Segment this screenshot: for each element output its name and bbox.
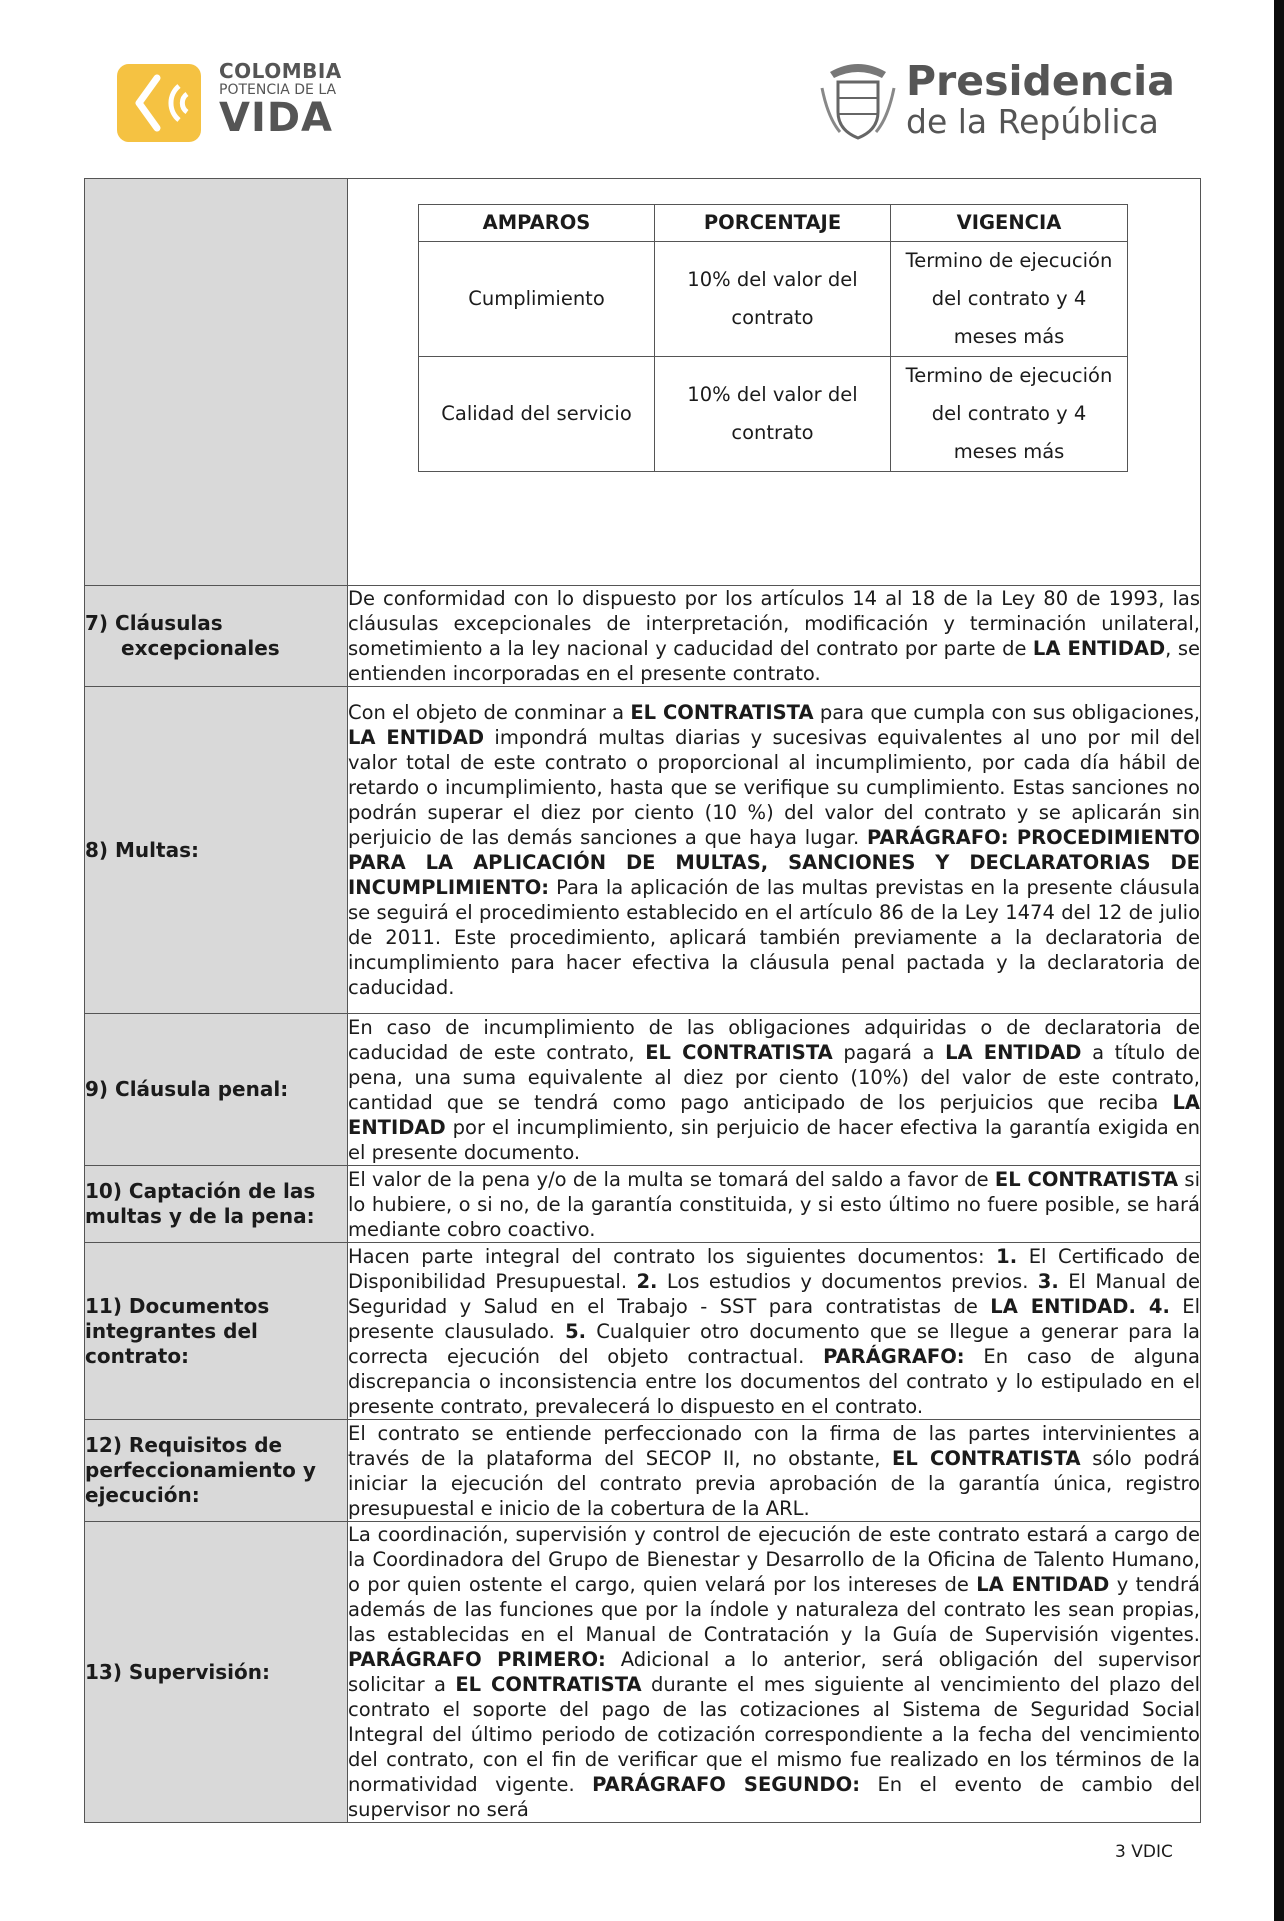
clause-12-text: El contrato se entiende perfeccionado con la firma de las partes intervinientes a través de la plataforma del SECOP II, no obstante, EL CONTRATISTA sólo podrá iniciar la ejecución del contrato previa aprobación de la garantía única, registro presupuestal e inicio de la cobertura de la ARL.: [348, 1421, 1200, 1520]
presidencia-logo: [818, 57, 1175, 148]
vigencia-header: VIGENCIA: [891, 205, 1128, 242]
amparos-header-row: [419, 205, 1128, 242]
clause-9-label: 9) Cláusula penal:: [85, 1014, 348, 1166]
vigencia-cell: Termino de ejecución del contrato y 4 meses más: [891, 242, 1128, 357]
amparos-row: [85, 179, 1201, 586]
logo-line3: VIDA: [219, 95, 333, 141]
clause-12-label: 12) Requisitos de perfeccionamiento y ejecución:: [85, 1420, 348, 1522]
porcentaje-header: PORCENTAJE: [655, 205, 891, 242]
colombia-logo-text: [219, 59, 342, 141]
clause-11-text: Hacen parte integral del contrato los siguientes documentos: 1. El Certificado de Disponibilidad Presupuestal. 2. Los estudios y documentos previos. 3. El Manual de Seguridad y Salud en el Trabajo - SST para contratistas de LA ENTIDAD. 4. El presente clausulado. 5. Cualquier otro documento que se llegue a generar para la correcta ejecución del objeto contractual. PARÁGRAFO: En caso de alguna discrepancia o inconsistencia entre los documentos del contrato y lo estipulado en el presente contrato, prevalecerá lo dispuesto en el contrato.: [348, 1244, 1201, 1418]
presidencia-logo-text: [906, 58, 1175, 140]
logo-line2: POTENCIA DE LA: [219, 82, 337, 98]
clause-row-8: [85, 687, 1201, 1014]
amparos-row-calidad: [419, 357, 1128, 472]
clause-11-label: 11) Documentos integrantes del contrato:: [85, 1243, 348, 1420]
clause-8-label: 8) Multas:: [85, 687, 348, 1014]
clause-row-11: [85, 1243, 1201, 1420]
clause-13-label: 13) Supervisión:: [85, 1522, 348, 1823]
clause-row-13: [85, 1522, 1201, 1823]
amparos-row-cumplimiento: [419, 242, 1128, 357]
clause-8-text: Con el objeto de conminar a EL CONTRATISTA para que cumpla con sus obligaciones, LA ENTIDAD impondrá multas diarias y sucesivas equivalentes al uno por mil del valor total de este contrato o proporcional al incumplimiento, por cada día hábil de retardo o incumplimiento, hasta que se verifique su cumplimiento. Estas sanciones no podrán superar el diez por ciento (10 %) del valor del contrato y se aplicarán sin perjuicio de las demás sanciones a que haya lugar. PARÁGRAFO: PROCEDIMIENTO PARA LA APLICACIÓN DE MULTAS, SANCIONES Y DECLARATORIAS DE INCUMPLIMIENTO: Para la aplicación de las multas previstas en la presente cláusula se seguirá el procedimiento establecido en el artículo 86 de la Ley 1474 del 12 de julio de 2011. Este procedimiento, aplicará también previamente a la declaratoria de incumplimiento para hacer efectiva la cláusula penal pactada y la declaratoria de caducidad.: [348, 687, 1201, 1014]
porcentaje-cell: 10% del valor del contrato: [655, 357, 891, 472]
porcentaje-cell: 10% del valor del contrato: [655, 242, 891, 357]
clause-row-12: [85, 1420, 1201, 1522]
presidencia-line2: de la República: [906, 102, 1159, 141]
logo-line1: COLOMBIA: [219, 59, 342, 83]
amparos-label-cell: [85, 179, 348, 586]
amparos-table: [418, 204, 1128, 472]
clause-7-text: De conformidad con lo dispuesto por los artículos 14 al 18 de la Ley 80 de 1993, las cláusulas excepcionales de interpretación, modificación y terminación unilateral, sometimiento a la ley nacional y caducidad del contrato por parte de LA ENTIDAD, se entienden incorporadas en el presente contrato.: [348, 587, 1200, 685]
amparo-cell: Cumplimiento: [419, 242, 655, 357]
contract-clauses-table: [84, 178, 1201, 1823]
amparos-content-cell: [348, 179, 1201, 586]
presidencia-line1: Presidencia: [906, 57, 1175, 105]
clause-7-label-line1: 7) Cláusulas: [85, 611, 223, 635]
clause-10-label: 10) Captación de las multas y de la pena:: [85, 1166, 348, 1243]
colombia-potencia-icon: [117, 64, 201, 142]
amparos-header: AMPAROS: [419, 205, 655, 242]
clause-7-label-line2: excepcionales: [121, 636, 280, 660]
amparo-cell: Calidad del servicio: [419, 357, 655, 472]
clause-13-text: La coordinación, supervisión y control de ejecución de este contrato estará a cargo de la Coordinadora del Grupo de Bienestar y Desarrollo de la Oficina de Talento Humano, o por quien ostente el cargo, quien velará por los intereses de LA ENTIDAD y tendrá además de las funciones que por la índole y naturaleza del contrato les sean propias, las establecidas en el Manual de Contratación y la Guía de Supervisión vigentes. PARÁGRAFO PRIMERO: Adicional a lo anterior, será obligación del supervisor solicitar a EL CONTRATISTA durante el mes siguiente al vencimiento del plazo del contrato el soporte del pago de las cotizaciones al Sistema de Seguridad Social Integral del último periodo de cotización correspondiente a la fecha del vencimiento del contrato, con el fin de verificar que el mismo fue realizado en los términos de la normatividad vigente. PARÁGRAFO SEGUNDO: En el evento de cambio del supervisor no será: [348, 1523, 1201, 1821]
page-edge: [1274, 0, 1284, 1921]
colombia-logo: [117, 58, 347, 148]
page-number: 3 VDIC: [1115, 1842, 1173, 1862]
clause-row-7: [85, 586, 1201, 687]
clause-9-text: En caso de incumplimiento de las obligaciones adquiridas o de declaratoria de caducidad de este contrato, EL CONTRATISTA pagará a LA ENTIDAD a título de pena, una suma equivalente al diez por ciento (10%) del valor de este contrato, cantidad que se tendrá como pago anticipado de los perjuicios que reciba LA ENTIDAD por el incumplimiento, sin perjuicio de hacer efectiva la garantía exigida en el presente documento.: [348, 1015, 1200, 1164]
coat-of-arms-icon: [818, 58, 898, 144]
clause-row-10: [85, 1166, 1201, 1243]
clause-10-text: El valor de la pena y/o de la multa se tomará del saldo a favor de EL CONTRATISTA si lo hubiere, o si no, de la garantía constituida, y si esto último no fuere posible, se hará mediante cobro coactivo.: [348, 1167, 1201, 1241]
clause-7-label: [85, 586, 348, 687]
vigencia-cell: Termino de ejecución del contrato y 4 meses más: [891, 357, 1128, 472]
clause-row-9: [85, 1014, 1201, 1166]
